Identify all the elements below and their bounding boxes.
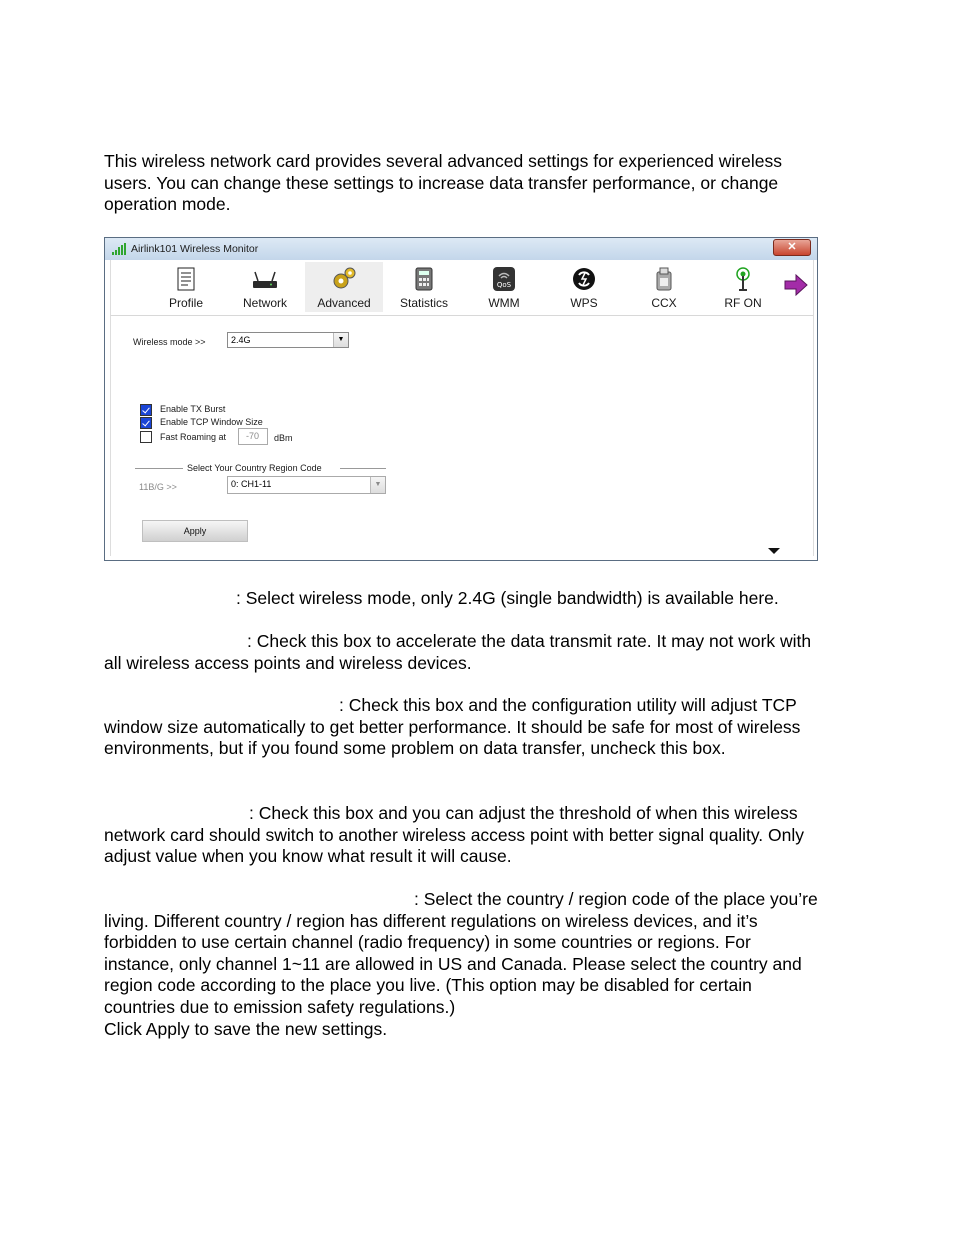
fast-roaming-threshold-value: -70 (246, 431, 260, 441)
qos-icon (491, 266, 517, 292)
region-code-description (104, 889, 824, 1040)
tab-label-rf-on: RF ON (724, 296, 762, 310)
tcp-window-description-text: : Check this box and the configuration utility will adjust TCP window size automatically to get better performance. It should be safe for most of wireless environments, but if you found some problem on data transfer, uncheck this box. (104, 695, 801, 759)
antenna-icon (730, 266, 756, 292)
tab-label-network: Network (242, 296, 287, 310)
tab-advanced[interactable] (305, 262, 383, 312)
close-button[interactable]: ✕ (773, 239, 811, 256)
divider-left (135, 468, 183, 469)
gears-icon (331, 266, 357, 292)
wps-icon (571, 266, 597, 292)
apply-instruction: Click Apply to save the new settings. (104, 1018, 388, 1039)
tab-wmm[interactable] (465, 262, 543, 312)
next-arrow-icon[interactable] (783, 273, 809, 297)
tab-network[interactable] (226, 262, 304, 312)
fast-roaming-description-text: : Check this box and you can adjust the threshold of when this wireless network card should switch to another wireless access point with better signal quality. Only adjust value when you know what result it will cause. (104, 803, 805, 867)
ccx-icon (651, 266, 677, 292)
tcp-window-label: Enable TCP Window Size (160, 417, 263, 427)
tcp-window-description (104, 695, 824, 760)
tcp-window-checkbox[interactable] (140, 417, 152, 429)
intro-paragraph: This wireless network card provides several advanced settings for experienced wireless users. You can change these settings to increase data transfer performance, or change operation mode. (104, 151, 782, 215)
tab-label-statistics: Statistics (399, 296, 448, 310)
tab-ccx[interactable] (625, 262, 703, 312)
wireless-mode-select[interactable] (227, 332, 349, 348)
tab-label-ccx: CCX (651, 296, 677, 310)
window-title: Airlink101 Wireless Monitor (131, 243, 259, 255)
region-code-value: 0: CH1-11 (231, 479, 272, 489)
fast-roaming-checkbox[interactable] (140, 431, 152, 443)
region-code-select[interactable] (227, 476, 386, 494)
tab-label-wps: WPS (570, 296, 598, 310)
fast-roaming-unit: dBm (274, 433, 293, 443)
qos-icon-text: QoS (496, 281, 512, 289)
tab-label-profile: Profile (168, 296, 203, 310)
signal-icon (112, 243, 126, 255)
wireless-mode-value: 2.4G (231, 335, 251, 345)
profile-icon (173, 266, 199, 292)
tab-rf-on[interactable] (704, 262, 782, 312)
chevron-down-icon: ▼ (370, 477, 385, 493)
tab-label-wmm: WMM (488, 296, 520, 310)
divider-right (340, 468, 386, 469)
wireless-monitor-window (104, 237, 818, 561)
fast-roaming-threshold-input[interactable] (238, 428, 268, 445)
advanced-settings-panel (110, 316, 814, 556)
tab-wps[interactable] (545, 262, 623, 312)
fast-roaming-label: Fast Roaming at (160, 432, 227, 442)
tx-burst-checkbox[interactable] (140, 404, 152, 416)
wireless-mode-description (104, 588, 824, 610)
calculator-icon (411, 266, 437, 292)
title-bar (105, 238, 817, 260)
tab-label-advanced: Advanced (317, 296, 371, 310)
tab-statistics[interactable] (385, 262, 463, 312)
region-section-label: Select Your Country Region Code (187, 463, 322, 473)
toolbar (110, 260, 814, 316)
fast-roaming-description (104, 803, 824, 868)
apply-button[interactable]: Apply (142, 520, 248, 542)
tx-burst-description (104, 631, 824, 674)
scroll-down-icon[interactable] (768, 548, 780, 554)
region-code-description-text: : Select the country / region code of the place you’re living. Different country / region has different regulations on wireless devices, and it’s forbidden to use certain channel (radio frequency) in some countries or regions. For instance, only channel 1~11 are allowed in US and Canada. Please select the country and region code according to the place you live. (This option may be disabled for certain countries due to emission safety regulations.) (104, 889, 818, 1017)
tx-burst-description-text: : Check this box to accelerate the data transmit rate. It may not work with all wireless access points and wireless devices. (104, 631, 812, 673)
tab-profile[interactable] (147, 262, 225, 312)
wireless-mode-label: Wireless mode >> (133, 337, 206, 347)
tx-burst-label: Enable TX Burst (160, 404, 226, 414)
region-band-label: 11B/G >> (139, 482, 177, 492)
chevron-down-icon: ▼ (333, 333, 348, 347)
router-icon (252, 266, 278, 292)
wireless-mode-description-text: : Select wireless mode, only 2.4G (single bandwidth) is available here. (236, 588, 779, 608)
